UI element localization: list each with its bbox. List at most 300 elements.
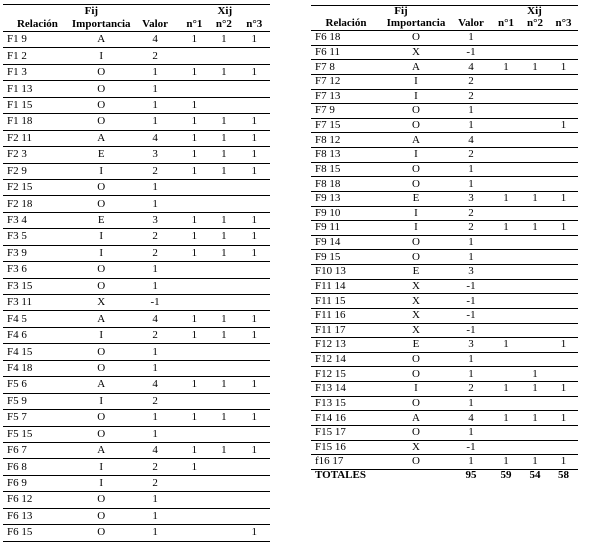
- n3-cell: 1: [549, 60, 578, 75]
- importancia-cell: X: [381, 45, 451, 60]
- totals-label: TOTALES: [311, 469, 381, 481]
- n3-cell: [239, 508, 270, 524]
- importancia-cell: O: [72, 492, 131, 508]
- table-row: [311, 45, 578, 60]
- n3-cell: 1: [239, 163, 270, 179]
- valor-cell: 1: [131, 81, 180, 97]
- importancia-cell: I: [72, 229, 131, 245]
- valor-cell: -1: [451, 294, 491, 309]
- relacion-cell: F3 5: [3, 229, 72, 245]
- relacion-cell: F6 7: [3, 442, 72, 458]
- relacion-cell: F6 11: [311, 45, 381, 60]
- relacion-cell: F2 3: [3, 147, 72, 163]
- importancia-cell: E: [381, 265, 451, 280]
- valor-cell: 4: [451, 411, 491, 426]
- n1-cell: 1: [180, 410, 209, 426]
- relacion-cell: F9 15: [311, 250, 381, 265]
- col-header-importancia: Importancia: [71, 18, 131, 30]
- importancia-cell: X: [381, 279, 451, 294]
- table-row: [3, 81, 270, 97]
- valor-cell: 4: [131, 442, 180, 458]
- n1-cell: [491, 235, 521, 250]
- n2-cell: [209, 196, 238, 212]
- n3-cell: 1: [239, 32, 270, 48]
- relacion-cell: F8 15: [311, 162, 381, 177]
- relacion-cell: F1 2: [3, 48, 72, 64]
- n1-cell: 1: [180, 212, 209, 228]
- importancia-cell: O: [72, 344, 131, 360]
- relacion-cell: F11 17: [311, 323, 381, 338]
- n1-cell: 1: [180, 311, 209, 327]
- importancia-cell: E: [72, 147, 131, 163]
- valor-cell: 3: [451, 265, 491, 280]
- n3-cell: [549, 265, 578, 280]
- importancia-cell: X: [381, 294, 451, 309]
- relacion-cell: F3 11: [3, 295, 72, 311]
- valor-cell: -1: [451, 323, 491, 338]
- col-header-n1: n°1: [186, 18, 203, 30]
- table-row: [3, 410, 270, 426]
- relacion-cell: F4 5: [3, 311, 72, 327]
- importancia-cell: O: [72, 114, 131, 130]
- valor-cell: 1: [451, 235, 491, 250]
- n1-cell: [180, 525, 209, 541]
- n1-cell: [491, 323, 521, 338]
- table-row: [3, 212, 270, 228]
- importancia-cell: O: [72, 64, 131, 80]
- importancia-cell: I: [72, 459, 131, 475]
- table-row: [3, 442, 270, 458]
- n2-cell: [209, 393, 238, 409]
- n3-cell: [239, 81, 270, 97]
- relacion-cell: F2 11: [3, 130, 72, 146]
- importancia-cell: O: [72, 525, 131, 541]
- table-row: [3, 163, 270, 179]
- relacion-cell: F6 9: [3, 475, 72, 491]
- importancia-cell: O: [72, 508, 131, 524]
- valor-cell: 2: [131, 459, 180, 475]
- n1-cell: 1: [491, 455, 521, 470]
- totals-n2: 54: [521, 469, 549, 481]
- valor-cell: 2: [451, 221, 491, 236]
- importancia-cell: I: [72, 327, 131, 343]
- table-row: [3, 64, 270, 80]
- table-row: [311, 352, 578, 367]
- n3-cell: [549, 133, 578, 148]
- valor-cell: 2: [131, 229, 180, 245]
- n1-cell: [180, 508, 209, 524]
- n1-cell: [180, 278, 209, 294]
- n3-cell: [549, 440, 578, 455]
- importancia-cell: I: [381, 89, 451, 104]
- valor-cell: 1: [131, 344, 180, 360]
- importancia-cell: I: [381, 221, 451, 236]
- importancia-cell: I: [72, 163, 131, 179]
- valor-cell: 2: [131, 475, 180, 491]
- table-row: [3, 114, 270, 130]
- table-row: [3, 393, 270, 409]
- n2-cell: 1: [209, 442, 238, 458]
- n2-cell: [521, 235, 549, 250]
- valor-cell: 1: [451, 177, 491, 192]
- valor-cell: 2: [131, 163, 180, 179]
- relacion-cell: F3 15: [3, 278, 72, 294]
- n1-cell: [491, 31, 521, 46]
- valor-cell: 1: [451, 396, 491, 411]
- valor-cell: 1: [131, 262, 180, 278]
- table-row: [3, 262, 270, 278]
- n3-cell: 1: [239, 410, 270, 426]
- n2-cell: [209, 344, 238, 360]
- importancia-cell: O: [72, 196, 131, 212]
- n3-cell: 1: [239, 377, 270, 393]
- n1-cell: 1: [180, 64, 209, 80]
- importancia-cell: O: [381, 118, 451, 133]
- n3-cell: [549, 396, 578, 411]
- valor-cell: 1: [131, 525, 180, 541]
- totals-n1: 59: [491, 469, 521, 481]
- n2-cell: [521, 352, 549, 367]
- table-row: [311, 177, 578, 192]
- n2-cell: 1: [209, 311, 238, 327]
- importancia-cell: A: [72, 442, 131, 458]
- importancia-cell: O: [381, 104, 451, 119]
- n3-cell: [549, 308, 578, 323]
- importancia-cell: X: [381, 308, 451, 323]
- valor-cell: 1: [131, 278, 180, 294]
- table-row: [311, 323, 578, 338]
- table-row: [311, 382, 578, 397]
- totals-row: [311, 469, 578, 481]
- n2-cell: 1: [209, 410, 238, 426]
- n3-cell: [239, 492, 270, 508]
- valor-cell: 1: [451, 250, 491, 265]
- table-row: [311, 396, 578, 411]
- n2-cell: [521, 148, 549, 163]
- valor-cell: 1: [131, 179, 180, 195]
- importancia-cell: O: [381, 455, 451, 470]
- n1-cell: 1: [180, 163, 209, 179]
- relacion-cell: F12 13: [311, 338, 381, 353]
- col-header-n3: n°3: [555, 17, 572, 29]
- n3-cell: 1: [239, 114, 270, 130]
- n3-cell: [239, 393, 270, 409]
- n1-cell: [491, 177, 521, 192]
- n3-cell: 1: [239, 327, 270, 343]
- relacion-cell: F6 15: [3, 525, 72, 541]
- n1-cell: 1: [180, 97, 209, 113]
- table-row: [311, 279, 578, 294]
- valor-cell: 2: [451, 382, 491, 397]
- n3-cell: [549, 323, 578, 338]
- valor-cell: -1: [451, 308, 491, 323]
- fij-group-header: Fij: [311, 6, 491, 18]
- col-header-n2: n°2: [526, 17, 544, 29]
- table-row: [3, 278, 270, 294]
- importancia-cell: A: [381, 133, 451, 148]
- table-row: [3, 327, 270, 343]
- col-header-n1: n°1: [497, 17, 515, 29]
- n2-cell: 1: [521, 455, 549, 470]
- n2-cell: [209, 81, 238, 97]
- col-header-relacion: Relación: [325, 17, 367, 29]
- n2-cell: 1: [209, 147, 238, 163]
- relacion-cell: F7 8: [311, 60, 381, 75]
- importancia-cell: O: [381, 396, 451, 411]
- n1-cell: [491, 162, 521, 177]
- relacion-cell: F2 15: [3, 179, 72, 195]
- n2-cell: [209, 492, 238, 508]
- n1-cell: 1: [180, 229, 209, 245]
- valor-cell: 2: [131, 48, 180, 64]
- importancia-cell: I: [72, 475, 131, 491]
- importancia-cell: O: [72, 410, 131, 426]
- relacion-cell: F1 9: [3, 32, 72, 48]
- valor-cell: 4: [131, 377, 180, 393]
- n2-cell: 1: [209, 114, 238, 130]
- relacion-cell: F10 13: [311, 265, 381, 280]
- n3-cell: [549, 45, 578, 60]
- table-row: [311, 367, 578, 382]
- n2-cell: 1: [521, 367, 549, 382]
- n3-cell: [239, 475, 270, 491]
- relacion-cell: F1 3: [3, 64, 72, 80]
- table-row: [3, 229, 270, 245]
- n3-cell: [239, 278, 270, 294]
- n1-cell: 1: [491, 382, 521, 397]
- n1-cell: [491, 74, 521, 89]
- n3-cell: 1: [549, 382, 578, 397]
- table-row: [311, 425, 578, 440]
- n2-cell: [209, 295, 238, 311]
- relacion-cell: F7 13: [311, 89, 381, 104]
- n2-cell: 1: [209, 32, 238, 48]
- n2-cell: [521, 265, 549, 280]
- n2-cell: [209, 360, 238, 376]
- valor-cell: 1: [131, 410, 180, 426]
- valor-cell: 1: [131, 508, 180, 524]
- table-row: [3, 426, 270, 442]
- table-row: [311, 31, 578, 46]
- valor-cell: 4: [451, 133, 491, 148]
- n1-cell: 1: [491, 338, 521, 353]
- n3-cell: [239, 295, 270, 311]
- table-row: [311, 104, 578, 119]
- valor-cell: 1: [451, 104, 491, 119]
- valor-cell: 1: [131, 360, 180, 376]
- importancia-cell: O: [72, 179, 131, 195]
- relacion-cell: F9 10: [311, 206, 381, 221]
- table-row: [3, 295, 270, 311]
- importancia-cell: E: [72, 212, 131, 228]
- n1-cell: 1: [491, 411, 521, 426]
- n1-cell: [180, 262, 209, 278]
- col-header-importancia: Importancia: [386, 17, 446, 29]
- n1-cell: 1: [180, 147, 209, 163]
- n3-cell: [239, 179, 270, 195]
- n2-cell: [209, 48, 238, 64]
- xij-group-header: Xij: [180, 5, 270, 19]
- n2-cell: [209, 97, 238, 113]
- relacion-cell: F8 18: [311, 177, 381, 192]
- relacion-cell: F8 12: [311, 133, 381, 148]
- valor-cell: 3: [451, 338, 491, 353]
- totals-valor: 95: [451, 469, 491, 481]
- n2-cell: [209, 475, 238, 491]
- n2-cell: [209, 426, 238, 442]
- n2-cell: 1: [209, 163, 238, 179]
- n3-cell: [549, 294, 578, 309]
- relacion-cell: F12 14: [311, 352, 381, 367]
- valor-cell: 2: [451, 206, 491, 221]
- left-table-body: [3, 32, 270, 542]
- valor-cell: 2: [451, 148, 491, 163]
- n3-cell: 1: [549, 221, 578, 236]
- n1-cell: 1: [180, 442, 209, 458]
- n3-cell: [239, 344, 270, 360]
- n2-cell: [209, 278, 238, 294]
- importancia-cell: X: [381, 440, 451, 455]
- importancia-cell: I: [381, 382, 451, 397]
- table-row: [3, 360, 270, 376]
- n1-cell: [180, 179, 209, 195]
- importancia-cell: O: [381, 162, 451, 177]
- n3-cell: 1: [549, 191, 578, 206]
- n2-cell: [209, 262, 238, 278]
- n1-cell: [180, 81, 209, 97]
- relacion-cell: F5 6: [3, 377, 72, 393]
- importancia-cell: I: [72, 245, 131, 261]
- n3-cell: 1: [239, 442, 270, 458]
- table-row: [311, 60, 578, 75]
- valor-cell: 3: [131, 212, 180, 228]
- n1-cell: 1: [491, 221, 521, 236]
- n2-cell: [521, 45, 549, 60]
- importancia-cell: E: [381, 338, 451, 353]
- col-header-n2: n°2: [215, 18, 232, 30]
- relacion-cell: F6 8: [3, 459, 72, 475]
- n3-cell: [239, 360, 270, 376]
- table-row: [3, 48, 270, 64]
- importancia-cell: O: [381, 177, 451, 192]
- n3-cell: [549, 31, 578, 46]
- table-row: [311, 338, 578, 353]
- n3-cell: 1: [549, 455, 578, 470]
- table-row: [3, 32, 270, 48]
- col-header-valor: Valor: [142, 18, 169, 30]
- n1-cell: 1: [180, 32, 209, 48]
- n1-cell: [491, 396, 521, 411]
- importancia-cell: A: [381, 411, 451, 426]
- relacion-cell: F2 18: [3, 196, 72, 212]
- valor-cell: 3: [131, 147, 180, 163]
- valor-cell: 1: [451, 352, 491, 367]
- importancia-cell: E: [381, 191, 451, 206]
- n1-cell: [491, 265, 521, 280]
- relacion-cell: F13 14: [311, 382, 381, 397]
- n2-cell: [209, 508, 238, 524]
- relacion-cell: F9 11: [311, 221, 381, 236]
- n3-cell: [239, 262, 270, 278]
- relacion-cell: F8 13: [311, 148, 381, 163]
- n3-cell: [239, 97, 270, 113]
- valor-cell: -1: [131, 295, 180, 311]
- n2-cell: 1: [209, 212, 238, 228]
- n2-cell: [521, 89, 549, 104]
- n2-cell: 1: [521, 382, 549, 397]
- col-header-n3: n°3: [246, 18, 263, 30]
- totals-n3: 58: [549, 469, 578, 481]
- valor-cell: 1: [131, 97, 180, 113]
- importancia-cell: A: [381, 60, 451, 75]
- n1-cell: [491, 133, 521, 148]
- n2-cell: 1: [209, 64, 238, 80]
- table-row: [311, 148, 578, 163]
- importancia-cell: O: [72, 360, 131, 376]
- importancia-cell: I: [381, 74, 451, 89]
- relacion-cell: F11 15: [311, 294, 381, 309]
- n2-cell: [521, 177, 549, 192]
- valor-cell: -1: [451, 440, 491, 455]
- n3-cell: 1: [549, 411, 578, 426]
- n3-cell: [549, 148, 578, 163]
- n1-cell: 1: [180, 245, 209, 261]
- importancia-cell: O: [381, 235, 451, 250]
- n2-cell: [521, 162, 549, 177]
- n1-cell: [180, 295, 209, 311]
- n1-cell: [180, 475, 209, 491]
- table-row: [311, 162, 578, 177]
- relacion-cell: F15 16: [311, 440, 381, 455]
- table-row: [3, 377, 270, 393]
- table-row: [3, 492, 270, 508]
- valor-cell: 1: [131, 64, 180, 80]
- n3-cell: 1: [239, 130, 270, 146]
- relacion-cell: F5 7: [3, 410, 72, 426]
- importancia-cell: I: [381, 148, 451, 163]
- n2-cell: 1: [521, 191, 549, 206]
- importancia-cell: O: [381, 250, 451, 265]
- importancia-cell: A: [72, 311, 131, 327]
- n1-cell: [491, 118, 521, 133]
- n2-cell: 1: [209, 130, 238, 146]
- n3-cell: [549, 177, 578, 192]
- n2-cell: [521, 338, 549, 353]
- n1-cell: [491, 367, 521, 382]
- relacion-cell: F5 15: [3, 426, 72, 442]
- table-row: [3, 525, 270, 541]
- table-row: [311, 133, 578, 148]
- valor-cell: 4: [131, 32, 180, 48]
- table-row: [311, 411, 578, 426]
- importancia-cell: I: [381, 206, 451, 221]
- n1-cell: 1: [180, 130, 209, 146]
- n2-cell: 1: [209, 229, 238, 245]
- table-row: [3, 130, 270, 146]
- n1-cell: [180, 48, 209, 64]
- n2-cell: [521, 425, 549, 440]
- n3-cell: [549, 367, 578, 382]
- relacion-cell: F13 15: [311, 396, 381, 411]
- n3-cell: [549, 250, 578, 265]
- table-row: [311, 118, 578, 133]
- table-row: [311, 221, 578, 236]
- relacion-cell: F11 14: [311, 279, 381, 294]
- relacion-cell: F7 12: [311, 74, 381, 89]
- relacion-cell: F4 18: [3, 360, 72, 376]
- relacion-cell: F9 14: [311, 235, 381, 250]
- relacion-cell: F1 15: [3, 97, 72, 113]
